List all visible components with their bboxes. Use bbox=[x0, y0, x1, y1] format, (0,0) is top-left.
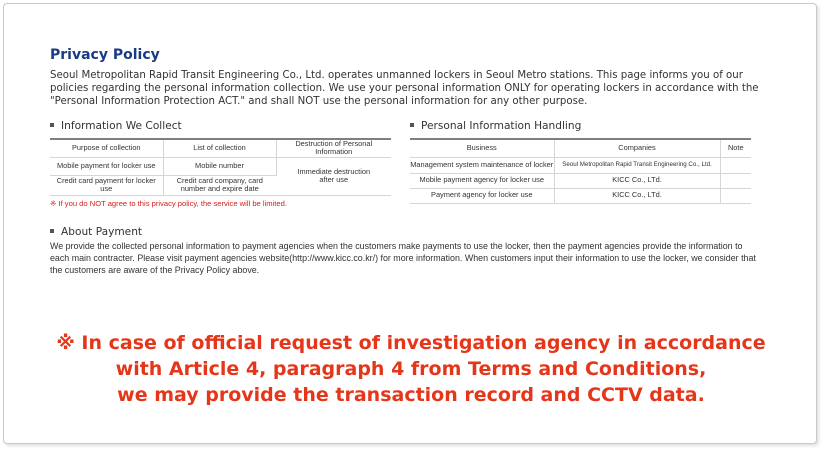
table-row bbox=[410, 157, 751, 173]
page-title: Privacy Policy bbox=[50, 47, 160, 63]
square-bullet-icon bbox=[50, 123, 54, 127]
square-bullet-icon bbox=[410, 123, 414, 127]
square-bullet-icon bbox=[50, 229, 54, 233]
list-cell: Mobile number bbox=[163, 157, 276, 175]
column-header: Companies bbox=[554, 139, 720, 157]
purpose-cell: Mobile payment for locker use bbox=[50, 157, 163, 175]
privacy-warning: ※ If you do NOT agree to this privacy policy, the service will be limited. bbox=[50, 199, 287, 208]
company-cell: KICC Co., LTd. bbox=[554, 173, 720, 188]
investigation-notice bbox=[30, 330, 792, 408]
table-row bbox=[410, 188, 751, 203]
section-heading-handling bbox=[410, 120, 581, 132]
note-cell bbox=[720, 157, 751, 173]
column-header: Note bbox=[720, 139, 751, 157]
handling-table bbox=[410, 138, 751, 204]
business-cell: Mobile payment agency for locker use bbox=[410, 173, 554, 188]
column-header: Purpose of collection bbox=[50, 139, 163, 157]
business-cell: Management system maintenance of locker bbox=[410, 157, 554, 173]
table-header-row bbox=[410, 139, 751, 157]
about-payment-text: We provide the collected personal information to payment agencies when the customers make payments to use the locker, then the payment agencies provide the information to each main contracter. Please visit payment agencies website(http://www.kicc.co.kr/) for more information. When customers input their information to use the locker, we consider that the customers are aware of the Privacy Policy above. bbox=[50, 241, 756, 275]
section-heading-handling-label: Personal Information Handling bbox=[421, 120, 582, 132]
notice-line: we may provide the transaction record and CCTV data. bbox=[117, 384, 705, 406]
purpose-cell: Credit card payment for locker use bbox=[50, 175, 163, 195]
column-header: Business bbox=[410, 139, 554, 157]
section-heading-collect bbox=[50, 120, 182, 132]
list-cell: Credit card company, card number and expire date bbox=[163, 175, 276, 195]
business-cell: Payment agency for locker use bbox=[410, 188, 554, 203]
notice-line: with Article 4, paragraph 4 from Terms and Conditions, bbox=[115, 358, 707, 380]
company-cell: KICC Co., LTd. bbox=[554, 188, 720, 203]
column-header: List of collection bbox=[163, 139, 276, 157]
table-header-row bbox=[50, 139, 391, 157]
collection-table bbox=[50, 138, 391, 196]
company-cell: Seoul Metropolitan Rapid Transit Engineering Co., Ltd. bbox=[554, 157, 720, 173]
section-heading-about bbox=[50, 226, 142, 238]
section-heading-about-label: About Payment bbox=[61, 226, 143, 238]
section-heading-collect-label: Information We Collect bbox=[61, 120, 182, 132]
note-cell bbox=[720, 188, 751, 203]
note-cell bbox=[720, 173, 751, 188]
table-row bbox=[50, 157, 391, 175]
column-header: Destruction of Personal Information bbox=[276, 139, 391, 157]
intro-paragraph: Seoul Metropolitan Rapid Transit Engineering Co., Ltd. operates unmanned lockers in Seoul Metro stations. This page informs you of our policies regarding the personal information collection. We use your personal information ONLY for operating lockers in accordance with the "Personal Information Protection ACT." and shall NOT use the personal information for any other purpose. bbox=[50, 70, 759, 107]
destruction-cell: Immediate destruction after use bbox=[276, 157, 391, 195]
notice-line: ※ In case of official request of investigation agency in accordance bbox=[56, 332, 766, 354]
table-row bbox=[410, 173, 751, 188]
